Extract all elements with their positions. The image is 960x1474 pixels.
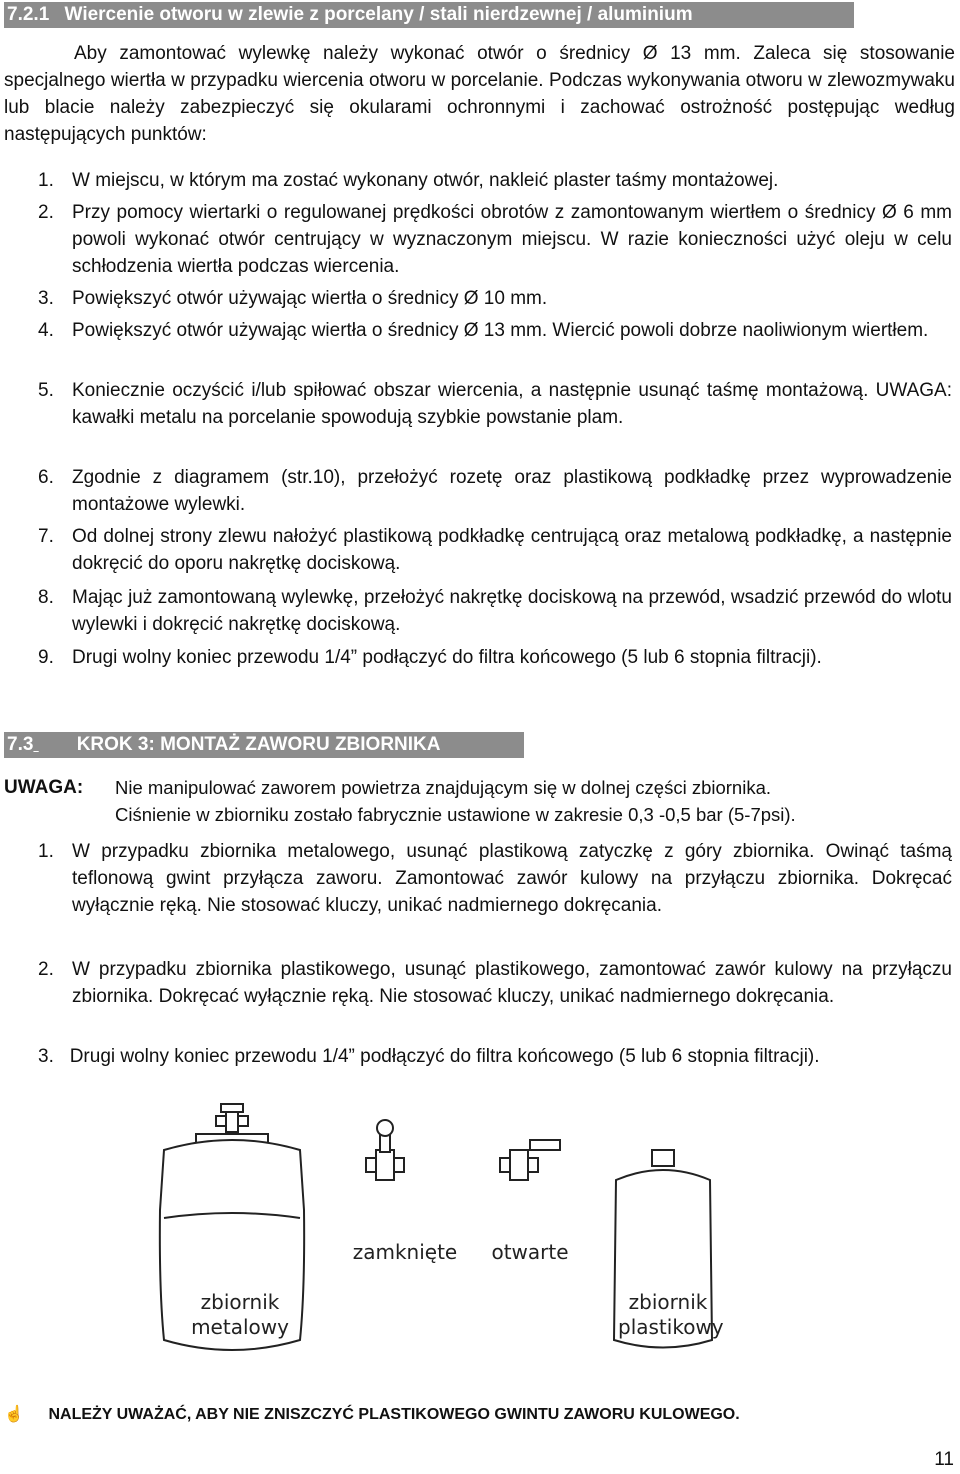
- open-valve: [500, 1140, 560, 1180]
- item-text: Drugi wolny koniec przewodu 1/4” podłączyć do filtra końcowego (5 lub 6 stopnia filtracji).: [69, 1046, 820, 1067]
- section-title: KROK 3: MONTAŻ ZAWORU ZBIORNIKA: [76, 734, 441, 755]
- tank-figure: [0, 1090, 960, 1410]
- item-number: 1.: [38, 841, 54, 862]
- caution-note: [4, 1404, 740, 1424]
- item-number: 3.: [38, 1046, 54, 1067]
- item-number: 9.: [38, 647, 54, 668]
- intro-paragraph: Aby zamontować wylewkę należy wykonać otwór o średnicy Ø 13 mm. Zaleca się stosowanie specjalnego wiertła w przypadku wiercenia otworu w porcelanie. Podczas wykonywania otworu w zlewozmywaku lub blacie należy zabezpieczyć się okularami ochronnymi i zachować ostrożność postępując według następujących punktów:: [4, 43, 955, 145]
- section-header: [4, 2, 854, 28]
- item-text: Przy pomocy wiertarki o regulowanej prędkości obrotów z zamontowanym wiertłem o średnicy Ø 6 mm powoli wykonać otwór centrujący w wyznaczonym miejscu. W razie konieczności użyć oleju w celu schłodzenia wiertła podczas wiercenia.: [72, 202, 952, 277]
- item-text: Zgodnie z diagramem (str.10), przełożyć rozetę oraz plastikową podkładkę przez wyprowadzenie montażowe wylewki.: [72, 467, 952, 515]
- item-number: 6.: [38, 467, 54, 488]
- section-number: 7.3: [7, 734, 34, 755]
- item-text: W miejscu, w którym ma zostać wykonany otwór, nakleić plaster taśmy montażowej.: [72, 170, 779, 191]
- item-text: Drugi wolny koniec przewodu 1/4” podłączyć do filtra końcowego (5 lub 6 stopnia filtracji).: [72, 647, 822, 668]
- item-number: 3.: [38, 288, 54, 309]
- item-number: 8.: [38, 587, 54, 608]
- section-number: 7.2.1: [7, 4, 50, 25]
- section-header: [4, 732, 524, 758]
- page-number: 11: [934, 1449, 954, 1470]
- item-number: 2.: [38, 959, 54, 980]
- item-text: Mając już zamontowaną wylewkę, przełożyć nakrętkę dociskową na przewód, wsadzić przewód do wlotu wylewki i dokręcić nakrętkę dociskową.: [72, 587, 952, 635]
- warning-text: [115, 774, 955, 828]
- item-number: 4.: [38, 320, 54, 341]
- pointing-hand-icon: ☝: [4, 1406, 24, 1423]
- note-text: NALEŻY UWAŻAĆ, ABY NIE ZNISZCZYĆ PLASTIKOWEGO GWINTU ZAWORU KULOWEGO.: [48, 1406, 740, 1423]
- item-text: Powiększyć otwór używając wiertła o średnicy Ø 10 mm.: [72, 288, 548, 309]
- item-text: W przypadku zbiornika plastikowego, usunąć plastikowego, zamontować zawór kulowy na przyłączu zbiornika. Dokręcać wyłącznie ręką. Nie stosować kluczy, unikać nadmiernego dokręcania.: [72, 959, 952, 1007]
- warning-line: Ciśnienie w zbiorniku zostało fabrycznie ustawione w zakresie 0,3 -0,5 bar (5-7psi).: [115, 804, 796, 825]
- item-text: W przypadku zbiornika metalowego, usunąć plastikową zatyczkę z góry zbiornika. Owinąć taśmą teflonową gwint przyłącza zaworu. Zamontować zawór kulowy na przyłączu zbiornika. Dokręcać wyłącznie ręką. Nie stosować kluczy, unikać nadmiernego dokręcania.: [72, 841, 952, 916]
- label-open: otwarte: [491, 1240, 569, 1264]
- item-text: Powiększyć otwór używając wiertła o średnicy Ø 13 mm. Wiercić powoli dobrze naoliwionym wiertłem.: [72, 320, 929, 341]
- item-text: Od dolnej strony zlewu nałożyć plastikową podkładkę centrującą oraz metalową podkładkę, a następnie dokręcić do oporu nakrętkę dociskową.: [72, 526, 952, 574]
- list-item: [38, 1043, 918, 1070]
- label-closed: zamknięte: [352, 1240, 458, 1264]
- section-title: Wiercenie otworu w zlewie z porcelany / stali nierdzewnej / aluminium: [64, 4, 693, 25]
- warning-line: Nie manipulować zaworem powietrza znajdującym się w dolnej części zbiornika.: [115, 777, 772, 798]
- item-number: 2.: [38, 202, 54, 223]
- item-number: 1.: [38, 170, 54, 191]
- label-metal-tank: zbiornik metalowy: [191, 1290, 289, 1339]
- closed-valve: [366, 1120, 404, 1180]
- warning-label: UWAGA:: [4, 777, 84, 798]
- item-text: Koniecznie oczyścić i/lub spiłować obszar wiercenia, a następnie usunąć taśmę montażową. UWAGA: kawałki metalu na porcelanie spowodują szybkie powstanie plam.: [72, 380, 952, 428]
- item-number: 7.: [38, 526, 54, 547]
- item-number: 5.: [38, 380, 54, 401]
- label-plastic-tank: zbiornik plastikowy: [618, 1290, 724, 1339]
